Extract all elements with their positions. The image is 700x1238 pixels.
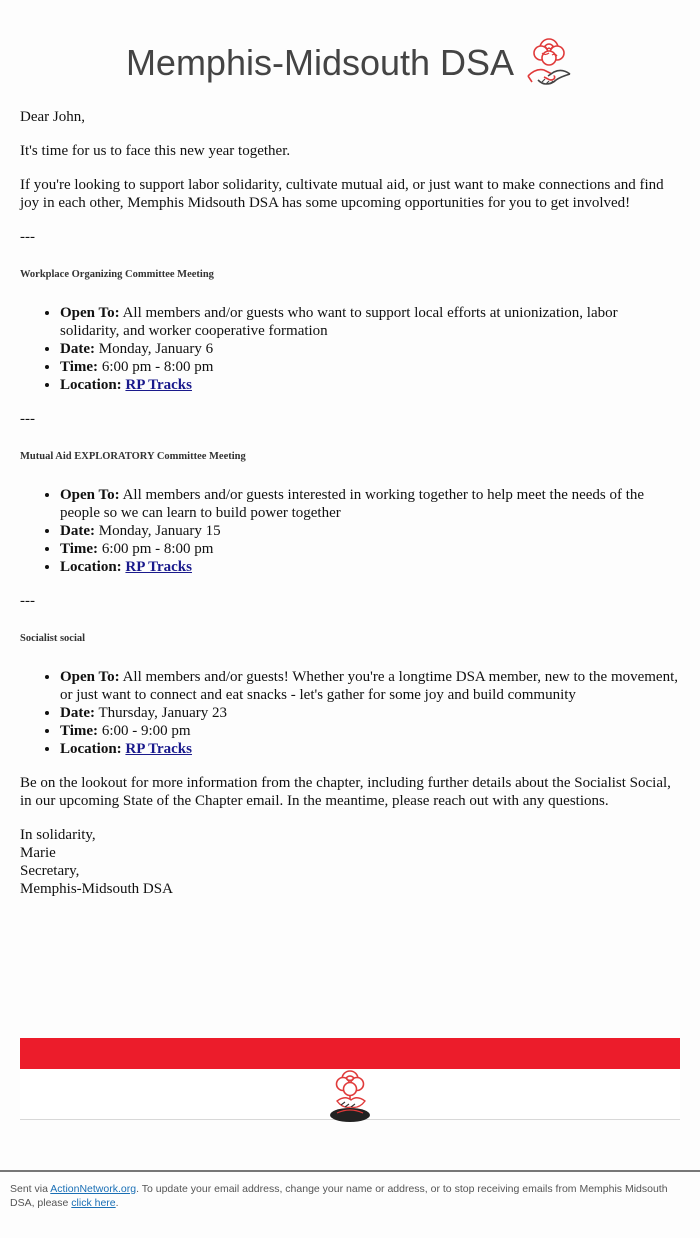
red-banner (20, 1038, 680, 1069)
event-location: • Location: RP Tracks (60, 740, 680, 758)
rose-handshake-icon (524, 36, 574, 90)
intro-line-1: It's time for us to face this new year together. (20, 143, 291, 159)
actionnetwork-link[interactable]: ActionNetwork.org (50, 1183, 137, 1195)
location-link[interactable]: RP Tracks (125, 377, 192, 393)
event-date: • Date: Monday, January 15 (60, 522, 680, 540)
event-details-list (20, 486, 680, 576)
intro-line-2: If you're looking to support labor solidarity, cultivate mutual aid, or just want to make connections and find joy in each other, Memphis Midsouth DSA has some upcoming opportunities for you to get involved! (20, 177, 664, 211)
email-header (0, 36, 700, 90)
event-open-to: • Open To: All members and/or guests! Whether you're a longtime DSA member, new to the movement, or just want to connect and eat snacks - let's gather for some joy and build community (60, 668, 680, 704)
email-content (20, 108, 680, 898)
footer-note-prefix: Sent via (10, 1183, 51, 1195)
signer-name: Marie (20, 845, 56, 861)
event-heading: Workplace Organizing Committee Meeting (20, 269, 214, 280)
event-date: • Date: Monday, January 6 (60, 340, 680, 358)
greeting: Dear John, (20, 109, 85, 125)
footer-logo-box (20, 1069, 680, 1120)
signer-org: Memphis-Midsouth DSA (20, 881, 173, 897)
event-location: • Location: RP Tracks (60, 376, 680, 394)
event-open-to: • Open To: All members and/or guests who want to support local efforts at unionization, labor solidarity, and worker cooperative formation (60, 304, 680, 340)
signoff-line: In solidarity, (20, 827, 96, 843)
event-date: • Date: Thursday, January 23 (60, 704, 680, 722)
event-open-to: • Open To: All members and/or guests interested in working together to help meet the needs of the people so we can learn to build power together (60, 486, 680, 522)
footer-divider (0, 1170, 700, 1172)
event-details-list (20, 304, 680, 394)
signature-block (20, 826, 680, 898)
brand-title: Memphis-Midsouth DSA (125, 42, 515, 83)
event-heading: Mutual Aid EXPLORATORY Committee Meeting (20, 451, 246, 462)
event-details-list (20, 668, 680, 758)
event-time: • Time: 6:00 pm - 8:00 pm (60, 358, 680, 376)
event-time: • Time: 6:00 pm - 8:00 pm (60, 540, 680, 558)
unsubscribe-link[interactable]: click here (71, 1197, 116, 1209)
separator: --- (20, 229, 35, 245)
location-link[interactable]: RP Tracks (125, 741, 192, 757)
footer-note-middle: . To update your email address, change your name or address, or to stop receiving emails from Memphis Midsouth DSA, please (10, 1183, 668, 1209)
separator: --- (20, 411, 35, 427)
location-link[interactable]: RP Tracks (125, 559, 192, 575)
footer-note-suffix: . (115, 1197, 119, 1209)
event-time: • Time: 6:00 - 9:00 pm (60, 722, 680, 740)
event-location: • Location: RP Tracks (60, 558, 680, 576)
closing-paragraph: Be on the lookout for more information from the chapter, including further details about the Socialist Social, in our upcoming State of the Chapter email. In the meantime, please reach out with any questions. (20, 775, 671, 809)
separator: --- (20, 593, 35, 609)
footer-note (10, 1182, 680, 1210)
signer-role: Secretary, (20, 863, 80, 879)
rose-icon (325, 1069, 375, 1123)
event-heading: Socialist social (20, 633, 86, 644)
